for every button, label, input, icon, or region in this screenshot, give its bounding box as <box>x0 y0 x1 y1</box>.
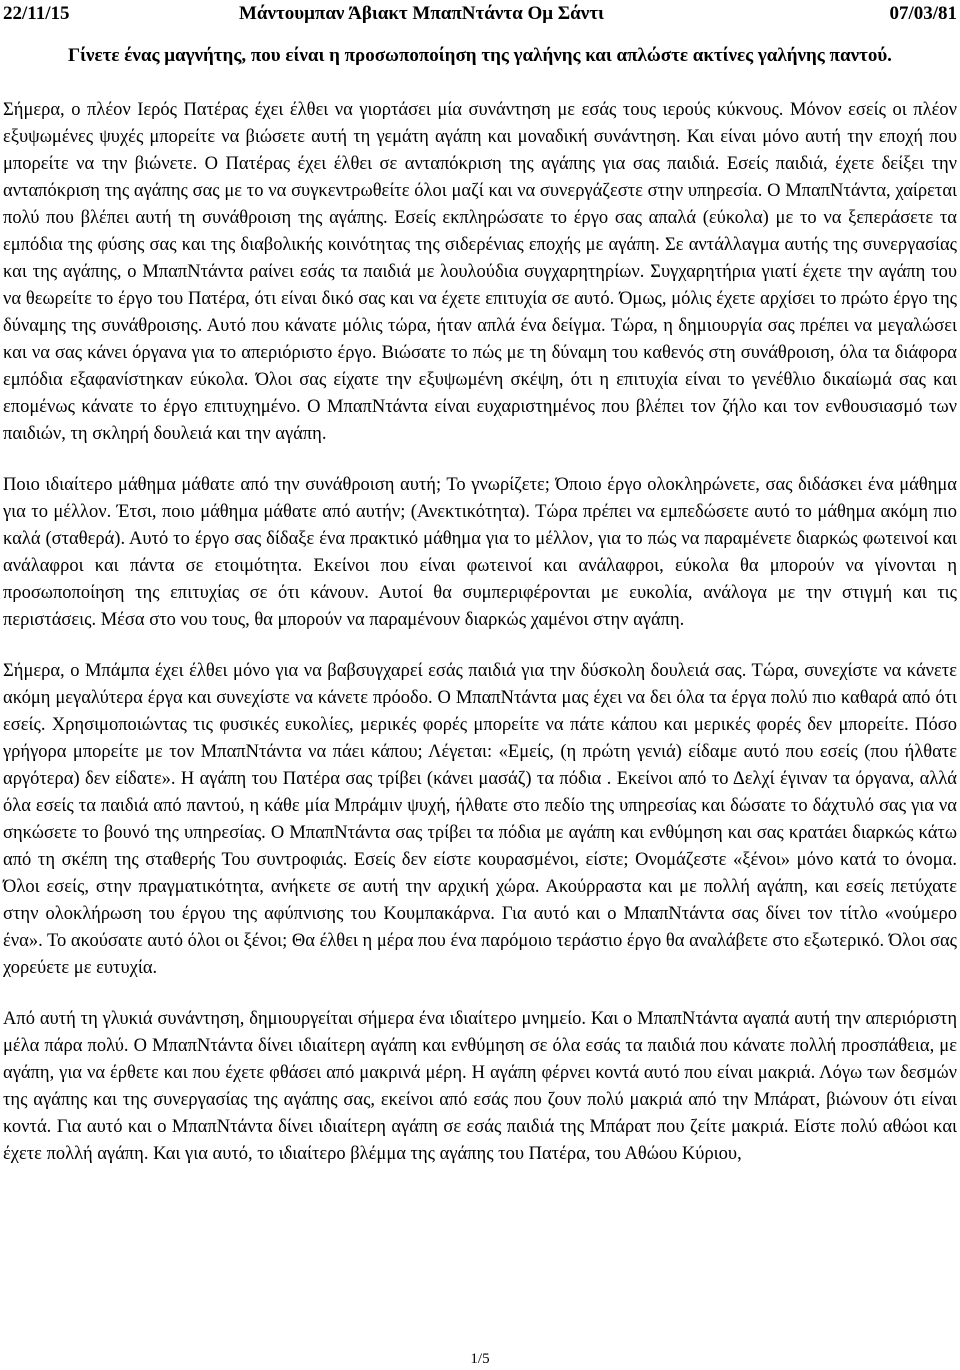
paragraph-2: Ποιο ιδιαίτερο μάθημα μάθατε από την συνάθροιση αυτή; Το γνωρίζετε; Όποιο έργο ολοκληρώνετε, σας διδάσκει ένα μάθημα για το μέλλον. Έτσι, ποιο μάθημα μάθατε από αυτήν; (Ανεκτικότητα). Τώρα πρέπει να εμπεδώσετε αυτό το μάθημα ακόμη πιο καλά (σταθερά). Αυτό το έργο σας δίδαξε ένα πρακτικό μάθημα για το μέλλον, για το πώς να παραμένετε διαρκώς φωτεινοί και ανάλαφροι και πάντα σε ετοιμότητα. Εκείνοι που είναι φωτεινοί και ανάλαφροι, εύκολα θα μπορούν να γίνονται η προσωποποίηση της επιτυχίας σε ότι κάνουν. Αυτοί θα συμπεριφέρονται με ευκολία, ανάλογα με την στιγμή και τις περιστάσεις. Μέσα στο νου τους, θα μπορούν να παραμένουν διαρκώς χαμένοι στην αγάπη. <box>3 475 957 630</box>
paragraph-1: Σήμερα, ο πλέον Ιερός Πατέρας έχει έλθει να γιορτάσει μία συνάντηση με εσάς τους ιερούς κύκνους. Μόνον εσείς οι πλέον εξυψωμένες ψυχές μπορείτε να βιώσετε αυτή τη γεμάτη αγάπη και μοναδική συνάντηση. Και είναι μόνο αυτή την εποχή που μπορείτε να την βιώνετε. Ο Πατέρας έχει έλθει σε ανταπόκριση της αγάπης για σας παιδιά. Εσείς παιδιά, έχετε δείξει την ανταπόκριση της αγάπης σας με το να συγκεντρωθείτε όλοι μαζί και να συνεργάζεστε στην υπηρεσία. Ο ΜπαπΝτάντα, χαίρεται πολύ που βλέπει αυτή τη συνάθροιση της αγάπης. Εσείς εκπληρώσατε το έργο σας απαλά (εύκολα) με το να ξεπεράσετε τα εμπόδια της φύσης σας και της διαβολικής κοινότητας της σιδερένιας εποχής με αγάπη. Σε αντάλλαγμα αυτής της συνεργασίας και της αγάπης, ο ΜπαπΝτάντα ραίνει εσάς τα παιδιά με λουλούδια συγχαρητηρίων. Συγχαρητήρια γιατί έχετε την αγάπη του να θεωρείτε το έργο του Πατέρα, ότι είναι δικό σας και να έχετε επιτυχία σε αυτό. Όμως, μόλις έχετε αρχίσει το πρώτο έργο της δύναμης της συνάθροισης. Αυτό που κάνατε μόλις τώρα, ήταν απλά ένα δείγμα. Τώρα, η δημιουργία σας πρέπει να μεγαλώσει και να σας κάνει όργανα για το απεριόριστο έργο. Βιώσατε το πώς με τη δύναμη του καθενός στη συνάθροιση, όλα τα διάφορα εμπόδια εξαφανίστηκαν εύκολα. Όλοι σας είχατε την εξυψωμένη σκέψη, ότι η επιτυχία είναι το γενέθλιο δικαίωμά σας και επομένως κάνατε το έργο επιτυχημένο. Ο ΜπαπΝτάντα είναι ευχαριστημένος που βλέπει τον ζήλο και τον ενθουσιασμό των παιδιών, τη σκληρή δουλειά και την αγάπη. <box>3 100 957 444</box>
paragraph-3: Σήμερα, ο Μπάμπα έχει έλθει μόνο για να βαβσυγχαρεί εσάς παιδιά για την δύσκολη δουλειά σας. Τώρα, συνεχίστε να κάνετε ακόμη μεγαλύτερα έργα και συνεχίστε να κάνετε πρόοδο. Ο ΜπαπΝτάντα μας έχει να δει όλα τα έργα πολύ πιο καθαρά από ότι εσείς. Χρησιμοποιώντας τις φυσικές ευκολίες, μερικές φορές μπορείτε να πάτε κάπου και μερικές φορές δεν μπορείτε. Πόσο γρήγορα μπορείτε με τον ΜπαπΝτάντα να πάει κάπου; Λέγεται: «Εμείς, (η πρώτη γενιά) είδαμε αυτό που εσείς (που ήλθατε αργότερα) δεν είδατε». Η αγάπη του Πατέρα σας τρίβει (κάνει μασάζ) τα πόδια . Εκείνοι από το Δελχί έγιναν τα όργανα, αλλά όλα εσείς τα παιδιά από παντού, η κάθε μία Μπράμιν ψυχή, ήλθατε στο πεδίο της υπηρεσίας και δώσατε το δάχτυλό σας για να σηκώσετε το βουνό της υπηρεσίας. Ο ΜπαπΝτάντα σας τρίβει τα πόδια με αγάπη και ενθύμηση και σας κρατάει διαρκώς κάτω από τη σκέπη της σταθερής Του συντροφιάς. Εσείς δεν είστε κουρασμένοι, είστε; Ονομάζεστε «ξένοι» μόνο κατά το όνομα. Όλοι εσείς, στην πραγματικότητα, ανήκετε σε αυτή την αρχική χώρα. Ακούρραστα και με πολλή αγάπη, και εσείς πετύχατε στην ολοκλήρωση του έργου της αφύπνισης του Κουμπακάρνα. Για αυτό και ο ΜπαπΝτάντα σας δίνει τον τίτλο «νούμερο ένα». Το ακούσατε αυτό όλοι οι ξένοι; Θα έλθει η μέρα που ένα παρόμοιο τεράστιο έργο θα αναλάβετε στο εξωτερικό. Όλοι σας χορεύετε με ευτυχία. <box>3 661 957 978</box>
header-date-left: 22/11/15 <box>3 3 70 24</box>
page-number: 1/5 <box>470 1351 490 1367</box>
header-date-right: 07/03/81 <box>889 3 957 24</box>
page-header <box>3 3 957 29</box>
page-subtitle: Γίνετε ένας μαγνήτης, που είναι η προσωποποίηση της γαλήνης και απλώστε ακτίνες γαλήνης παντού. <box>68 45 892 66</box>
paragraph-4: Από αυτή τη γλυκιά συνάντηση, δημιουργείται σήμερα ένα ιδιαίτερο μνημείο. Και ο ΜπαπΝτάντα αγαπά αυτή την απεριόριστη μέλα πάρα πολύ. Ο ΜπαπΝτάντα δίνει ιδιαίτερη αγάπη και ενθύμηση σε όλα εσάς τα παιδιά που κάνατε πολλή προσπάθεια, με αγάπη, για να έρθετε και που έχετε φθάσει από μακρινά μέρη. Η αγάπη φέρνει κοντά αυτό που είναι μακριά. Λόγω των δεσμών της αγάπης και της συνεργασίας της αγάπης σας, εκείνοι από εσάς που ζουν πολύ μακριά από την Μπάρατ, βιώνουν ότι είναι κοντά. Για αυτό και ο ΜπαπΝτάντα δίνει ιδιαίτερη αγάπη σε εσάς παιδιά της Μπάρατ που ζείτε μακριά. Είστε πολύ αθώοι και έχετε πολλή αγάπη. Και για αυτό, το ιδιαίτερο βλέμμα της αγάπης του Πατέρα, του Αθώου Κύριου, <box>3 1009 957 1164</box>
header-title: Μάντουμπαν Άβιακτ ΜπαπΝτάντα Ομ Σάντι <box>239 3 604 24</box>
body-text <box>3 97 957 1192</box>
